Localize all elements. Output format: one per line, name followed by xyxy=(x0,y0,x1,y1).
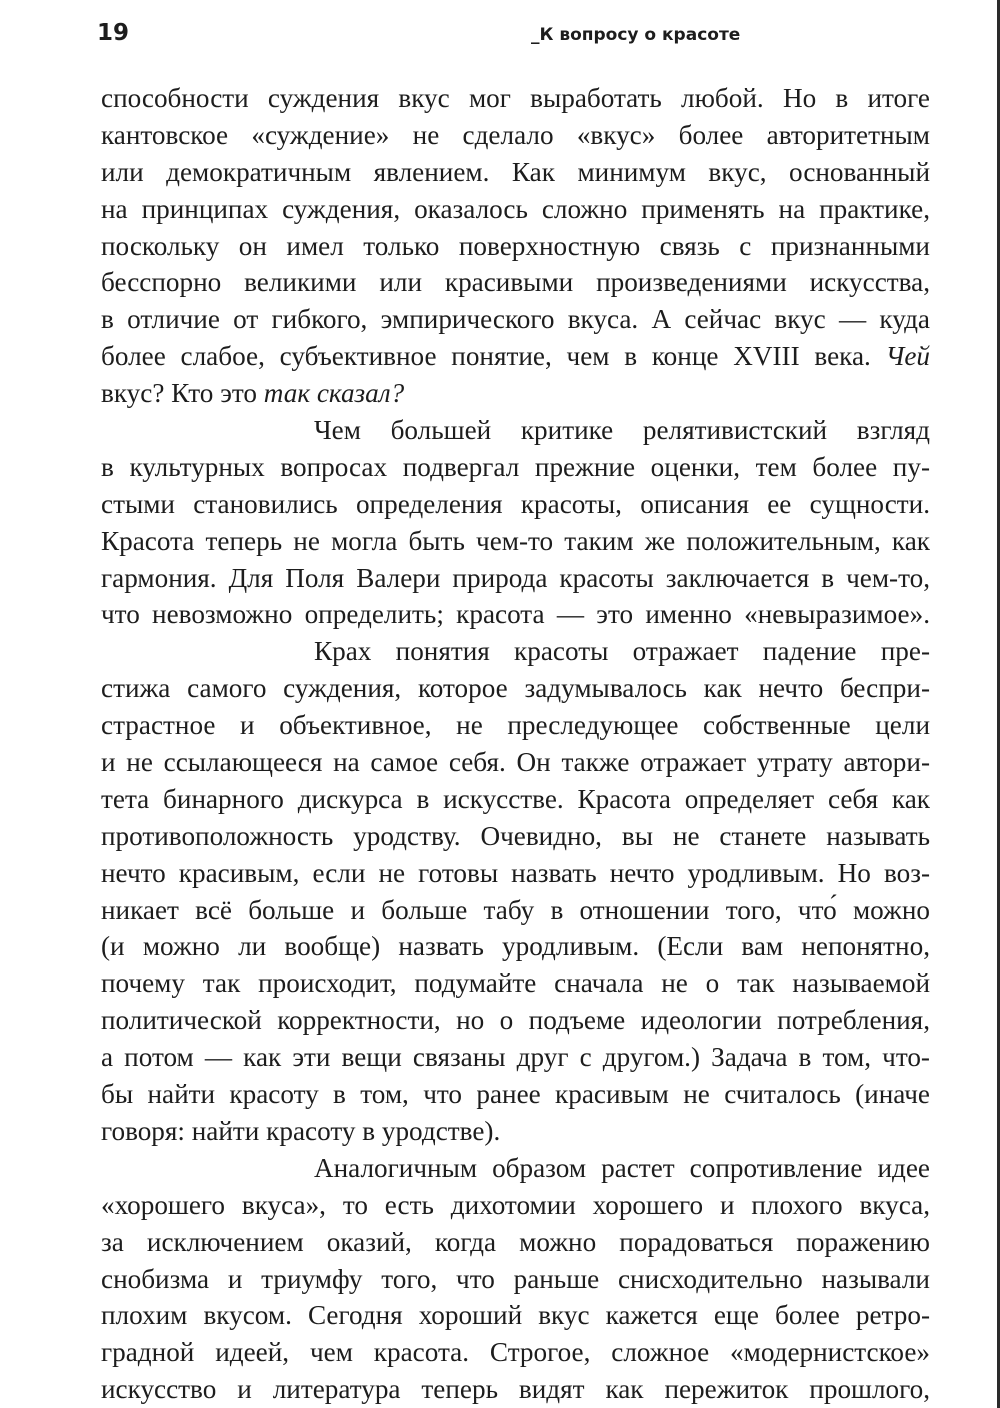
body-text xyxy=(101,80,930,1408)
text-line: бесспорно великими или красивыми произведениями искусства, xyxy=(101,267,930,298)
text-line: тета бинарного дискурса в искусстве. Красота определяет себя как xyxy=(101,783,930,814)
text-line: нечто красивым, если не готовы назвать нечто уродливым. Но воз- xyxy=(101,857,930,888)
text-line: снобизма и триумфу того, что раньше снисходительно называли xyxy=(101,1263,930,1294)
text-line: а потом — как эти вещи связаны друг с другом.) Задача в том, что- xyxy=(101,1042,930,1073)
text-line: никает всё больше и больше табу в отношении того, что́ можно xyxy=(101,894,930,925)
italic-text: так сказал? xyxy=(263,378,405,409)
text-line: бы найти красоту в том, что ранее красивым не считалось (иначе xyxy=(101,1079,930,1110)
paragraph-first-line: Крах понятия красоты отражает падение пре- xyxy=(314,636,930,667)
text-segment: вкус? Кто это xyxy=(101,378,257,409)
text-line: или демократичным явлением. Как минимум вкус, основанный xyxy=(101,156,930,187)
paragraph-first-line: Аналогичным образом растет сопротивление идее xyxy=(314,1152,930,1183)
text-line: за исключением оказий, когда можно порадоваться поражению xyxy=(101,1226,930,1257)
text-line: политической корректности, но о подъеме идеологии потребления, xyxy=(101,1005,930,1036)
page-number: 19 xyxy=(97,20,130,46)
text-line: стыми становились определения красоты, описания ее сущности. xyxy=(101,488,930,519)
text-line: и не ссылающееся на самое себя. Он также отражает утрату автори- xyxy=(101,747,930,778)
text-line: (и можно ли вообще) назвать уродливым. (Если вам непонятно, xyxy=(101,931,930,962)
text-line xyxy=(101,375,930,412)
text-line: градной идеей, чем красота. Строгое, сложное «модернистское» xyxy=(101,1337,930,1368)
paragraph-first-line: Чем большей критике релятивистский взгляд xyxy=(314,415,930,446)
text-line: плохим вкусом. Сегодня хороший вкус кажется еще более ретро- xyxy=(101,1300,930,1331)
text-line: кантовское «суждение» не сделало «вкус» более авторитетным xyxy=(101,119,930,150)
text-line: почему так происходит, подумайте сначала не о так называемой xyxy=(101,968,930,999)
text-line: поскольку он имел только поверхностную связь с признанными xyxy=(101,230,930,261)
text-line: страстное и объективное, не преследующее собственные цели xyxy=(101,710,930,741)
text-line: в отличие от гибкого, эмпирического вкуса. А сейчас вкус — куда xyxy=(101,304,930,335)
text-line: гармония. Для Поля Валери природа красоты заключается в чем-то, xyxy=(101,562,930,593)
running-title: _К вопросу о красоте xyxy=(531,25,741,45)
text-line xyxy=(101,338,930,375)
text-line: на принципах суждения, оказалось сложно применять на практике, xyxy=(101,193,930,224)
text-line: противоположность уродству. Очевидно, вы не станете называть xyxy=(101,820,930,851)
italic-text: Чей xyxy=(885,341,931,372)
text-line: Красота теперь не могла быть чем-то таким же положительным, как xyxy=(101,525,930,556)
text-line: «хорошего вкуса», то есть дихотомии хорошего и плохого вкуса, xyxy=(101,1189,930,1220)
text-line: стижа самого суждения, которое задумывалось как нечто беспри- xyxy=(101,673,930,704)
text-line: в культурных вопросах подвергал прежние оценки, тем более пу- xyxy=(101,451,930,482)
text-segment: более слабое, субъективное понятие, чем в конце XVIII века. xyxy=(101,341,871,372)
text-line: что невозможно определить; красота — это именно «невыразимое». xyxy=(101,599,930,630)
text-line: способности суждения вкус мог выработать любой. Но в итоге xyxy=(101,83,930,113)
text-line: говоря: найти красоту в уродстве). xyxy=(101,1115,501,1146)
text-line: искусство и литература теперь видят как пережиток прошлого, xyxy=(101,1374,930,1405)
